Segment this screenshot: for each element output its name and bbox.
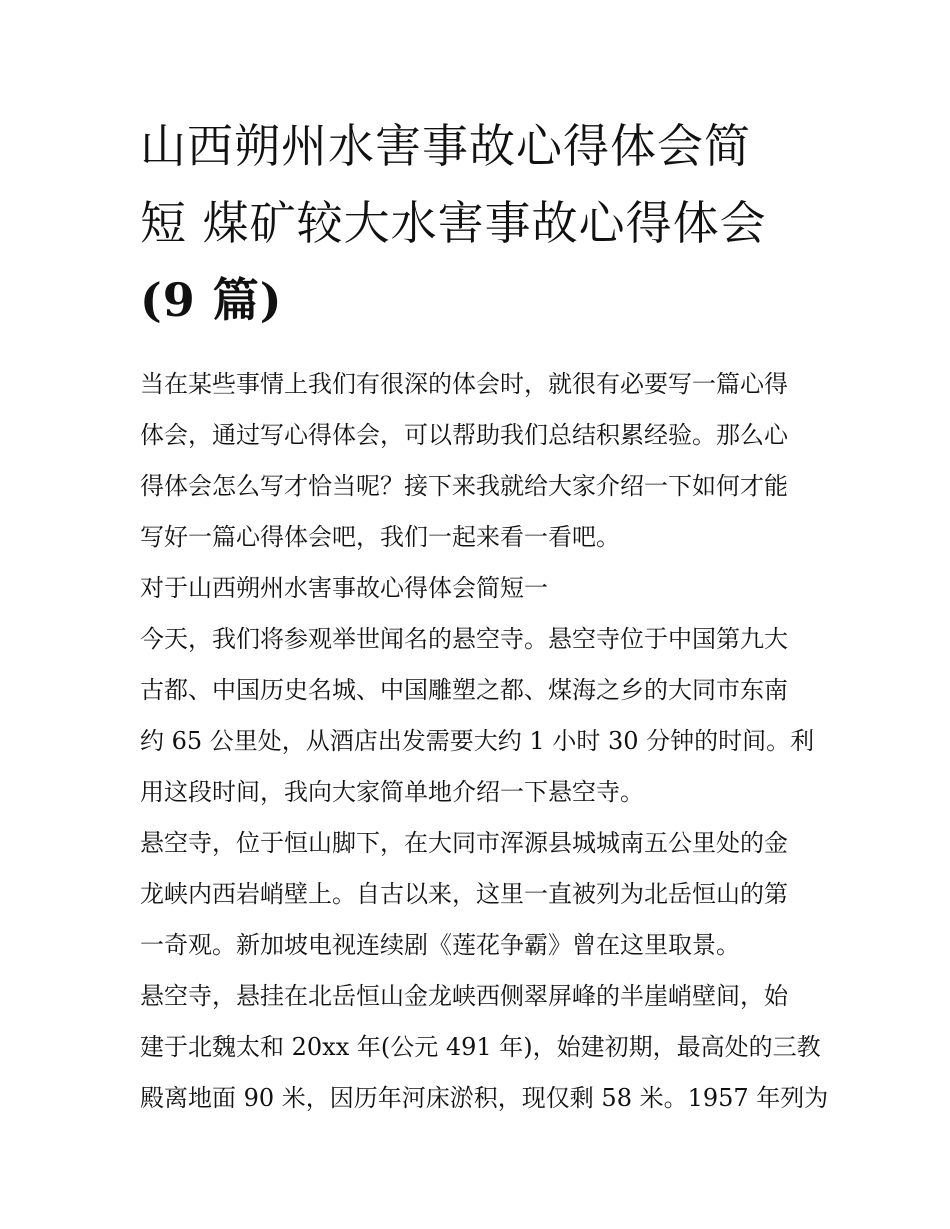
text-line: 古都、中国历史名城、中国雕塑之都、煤海之乡的大同市东南: [140, 676, 788, 704]
text-line: 龙峡内西岩峭壁上。自古以来，这里一直被列为北岳恒山的第: [140, 880, 788, 908]
intro-paragraph: [140, 359, 812, 563]
body-paragraph: [140, 818, 812, 971]
text-line: 今天，我们将参观举世闻名的悬空寺。悬空寺位于中国第九大: [140, 625, 788, 653]
title-line: (9 篇): [140, 273, 283, 327]
text-line: 写好一篇心得体会吧，我们一起来看一看吧。: [140, 523, 620, 551]
title-line: 短 煤矿较大水害事故心得体会: [140, 196, 767, 250]
text-line: 体会，通过写心得体会，可以帮助我们总结积累经验。那么心: [140, 421, 788, 449]
body-paragraph: [140, 614, 815, 818]
text-line: 约 65 公里处，从酒店出发需要大约 1 小时 30 分钟的时间。利: [140, 727, 815, 755]
text-line: 当在某些事情上我们有很深的体会时，就很有必要写一篇心得: [140, 370, 788, 398]
document-body: [140, 359, 829, 1124]
text-line: 建于北魏太和 20xx 年(公元 491 年)，始建初期，最高处的三教: [140, 1033, 821, 1061]
text-line: 对于山西朔州水害事故心得体会简短一: [140, 574, 548, 602]
text-line: 悬空寺，悬挂在北岳恒山金龙峡西侧翠屏峰的半崖峭壁间，始: [140, 982, 788, 1010]
title-line: 山西朔州水害事故心得体会简: [140, 119, 751, 173]
text-line: 用这段时间，我向大家简单地介绍一下悬空寺。: [140, 778, 644, 806]
document-page: [140, 108, 829, 1124]
body-paragraph: [140, 971, 829, 1124]
text-line: 得体会怎么写才恰当呢？接下来我就给大家介绍一下如何才能: [140, 472, 788, 500]
text-line: 悬空寺，位于恒山脚下，在大同市浑源县城城南五公里处的金: [140, 829, 788, 857]
text-line: 殿离地面 90 米，因历年河床淤积，现仅剩 58 米。1957 年列为: [140, 1084, 829, 1112]
document-title: [140, 108, 812, 339]
text-line: 一奇观。新加坡电视连续剧《莲花争霸》曾在这里取景。: [140, 931, 740, 959]
section-heading: [140, 563, 812, 614]
